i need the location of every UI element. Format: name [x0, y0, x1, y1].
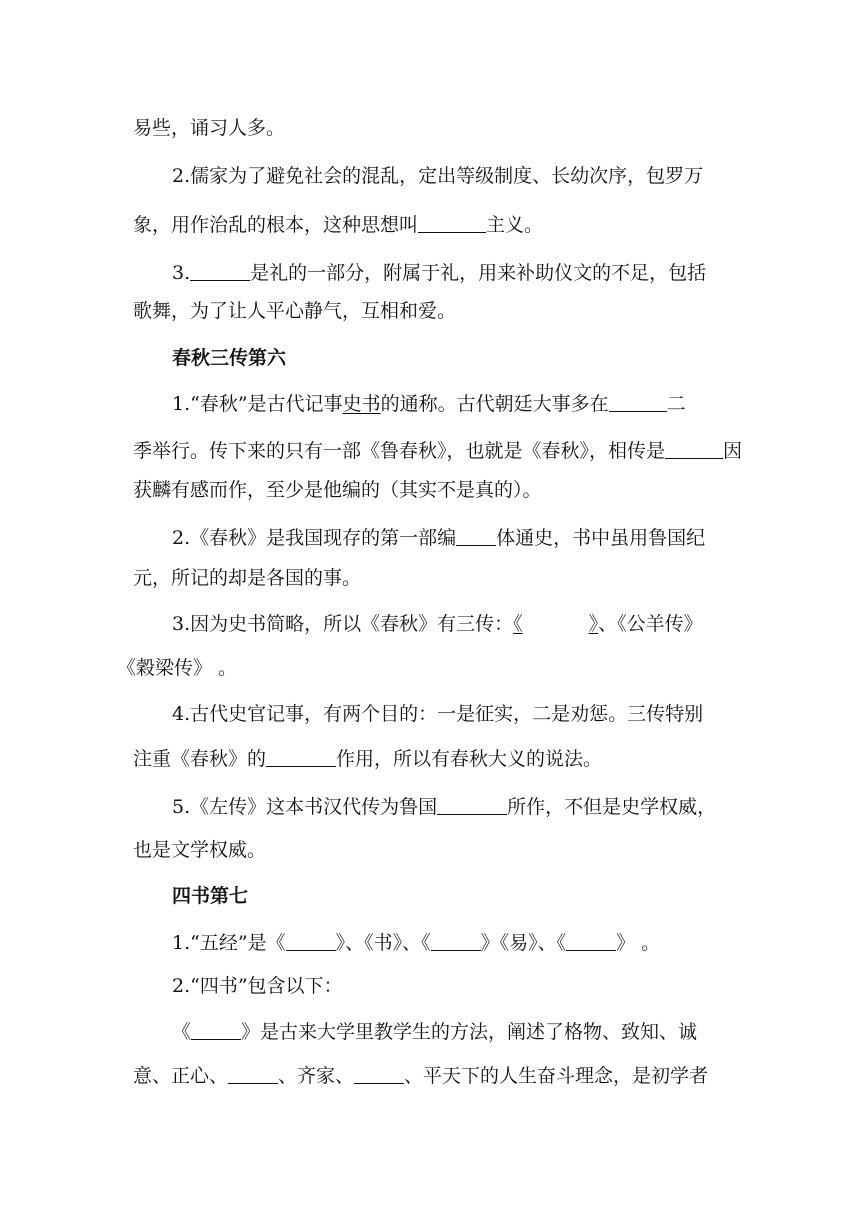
sishu-q3-text-start: 意、正心、: [133, 1065, 229, 1087]
fill-blank: [566, 930, 616, 951]
sishu-q1-text-start: 1.“五经”是《: [172, 932, 286, 954]
q2-text-end: 体通史，书中虽用鲁国纪: [496, 527, 706, 549]
chunqiu-q4-line-2: [133, 746, 602, 770]
fill-blank: [431, 930, 481, 951]
bracket-open: 《: [513, 613, 523, 635]
sishu-q1-text-mid-2: 》《易》、《: [480, 932, 567, 954]
list-item-3-line-2: 歌舞，为了让人平心静气，互相和爱。: [133, 300, 457, 322]
chunqiu-q3-line-2: 《穀梁传》 。: [117, 657, 238, 679]
chunqiu-q4-line-1: 4.古代史官记事，有两个目的：一是征实，二是劝惩。三传特别: [172, 703, 704, 725]
chunqiu-q2-line-2: 元，所记的却是各国的事。: [133, 567, 362, 589]
q3-text-end: 、《公羊传》: [598, 613, 703, 635]
underlined-term: 史书: [342, 393, 381, 415]
fill-blank: [354, 1063, 404, 1084]
fill-blank: [418, 212, 486, 233]
sishu-q2: 2.“四书”包含以下：: [172, 975, 343, 997]
q5-text-end: 所作，不但是史学权威，: [507, 796, 717, 818]
chunqiu-q1-line-1: [172, 391, 686, 415]
q3-text-start: 3.因为史书简略，所以《春秋》有三传：: [172, 613, 514, 635]
list-item-2-text-after: 主义。: [486, 214, 544, 236]
bracket-close: 》: [588, 613, 599, 635]
chunqiu-q3-line-1: [172, 612, 703, 636]
chunqiu-q2-line-1: [172, 525, 705, 549]
sishu-q3-line-2: [133, 1063, 708, 1087]
list-item-3-line-1: [172, 260, 706, 284]
q4-text-end: 作用，所以有春秋大义的说法。: [336, 748, 603, 770]
chunqiu-q1-line-3: 获麟有感而作，至少是他编的（其实不是真的）。: [133, 479, 542, 501]
fill-blank: [191, 1019, 241, 1040]
sishu-q3-line-1: [172, 1019, 697, 1043]
fill-blank: [665, 438, 723, 459]
q4-text-start: 注重《春秋》的: [133, 748, 267, 770]
sishu-q1-text-mid-1: 》、《书》、《: [335, 932, 431, 954]
list-item-3-text: 是礼的一部分，附属于礼，用来补助仪文的不足，包括: [250, 262, 707, 284]
sishu-q1: [172, 930, 660, 954]
q1-text-start: 1.“春秋”是古代记事: [172, 393, 343, 415]
q1-text-end: 二: [666, 393, 686, 415]
fill-blank: [286, 930, 336, 951]
list-item-2-line-2: [133, 212, 543, 236]
section-heading-sishu: 四书第七: [172, 885, 249, 907]
sishu-q3-text: 》是古来大学里教学生的方法，阐述了格物、致知、诚: [241, 1021, 698, 1043]
list-item-2-line-1: 2.儒家为了避免社会的混乱，定出等级制度、长幼次序，包罗万: [172, 165, 704, 187]
q1-text-line2: 季举行。传下来的只有一部《鲁春秋》，也就是《春秋》，相传是: [133, 440, 666, 462]
sishu-q3-bracket-open: 《: [172, 1021, 192, 1043]
q5-text-start: 5.《左传》这本书汉代传为鲁国: [172, 796, 438, 818]
sishu-q3-text-end: 、平天下的人生奋斗理念，是初学者: [404, 1065, 709, 1087]
fill-blank: [437, 794, 507, 815]
fill-blank: [190, 260, 250, 281]
fill-blank: [228, 1063, 278, 1084]
fill-blank: [523, 612, 589, 636]
fill-blank: [609, 391, 667, 412]
fill-blank: [266, 746, 336, 767]
chunqiu-q5-line-1: [172, 794, 716, 818]
q1-text-line2-end: 因: [723, 440, 743, 462]
q1-text-mid: 的通称。古代朝廷大事多在: [380, 393, 609, 415]
paragraph-continuation: 易些，诵习人多。: [133, 117, 286, 139]
sishu-q1-text-end: 》 。: [616, 932, 661, 954]
fill-blank: [456, 525, 496, 546]
q2-text-start: 2.《春秋》是我国现存的第一部编: [172, 527, 457, 549]
list-item-2-text-before: 象，用作治乱的根本，这种思想叫: [133, 214, 419, 236]
list-item-3-number: 3.: [172, 262, 191, 284]
q3-blank-bracket: [513, 613, 598, 635]
chunqiu-q1-line-2: [133, 438, 742, 462]
sishu-q3-text-mid: 、齐家、: [278, 1065, 355, 1087]
section-heading-chunqiu: 春秋三传第六: [172, 347, 287, 369]
chunqiu-q5-line-2: 也是文学权威。: [133, 839, 267, 861]
